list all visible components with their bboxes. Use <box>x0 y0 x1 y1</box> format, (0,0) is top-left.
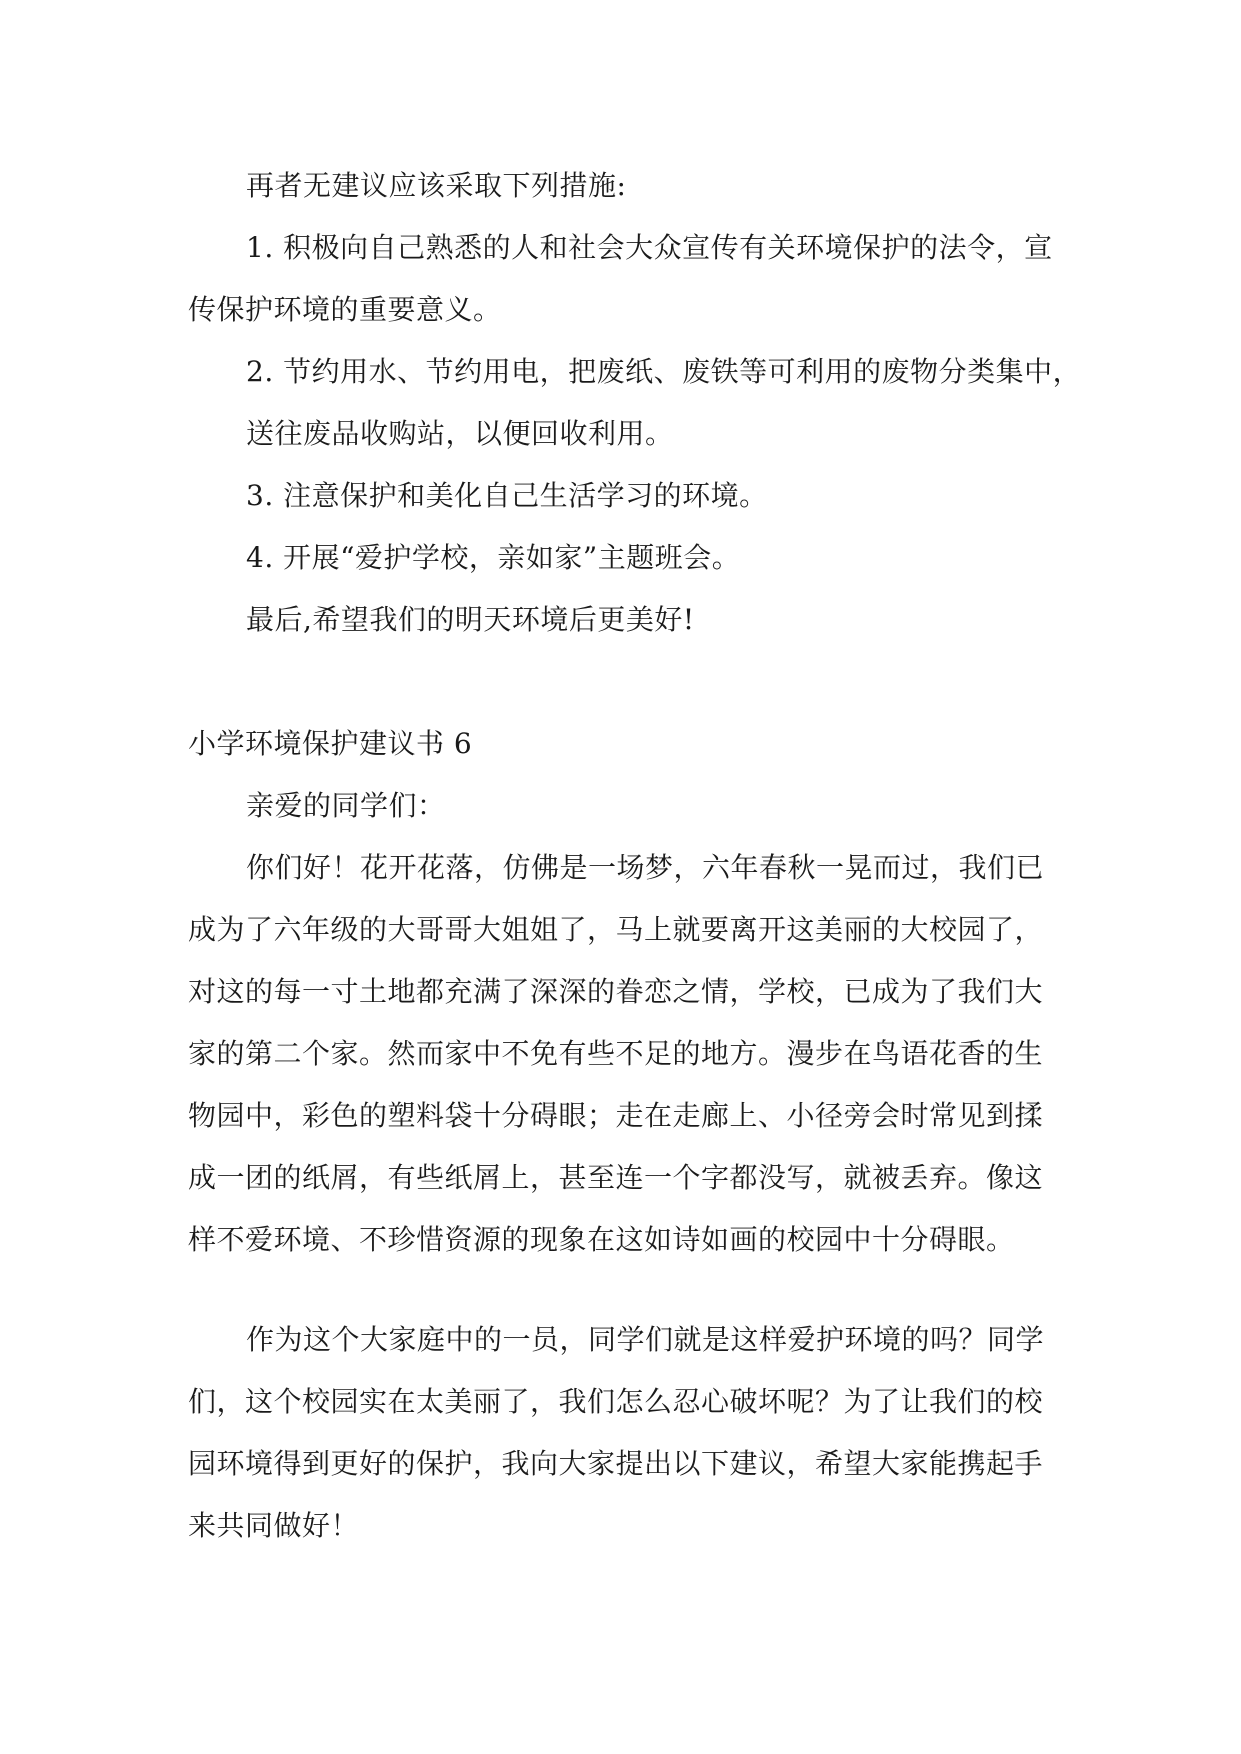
section-title: 小学环境保护建议书 6 <box>188 727 473 760</box>
paragraph-1-line: 你们好！花开花落，仿佛是一场梦，六年春秋一晃而过，我们已 <box>246 851 1045 884</box>
greeting: 亲爱的同学们： <box>246 789 446 822</box>
measure-2-line-2: 送往废品收购站，以便回收利用。 <box>246 417 674 450</box>
measure-1-line-1: 1. 积极向自己熟悉的人和社会大众宣传有关环境保护的法令，宣 <box>246 231 1053 264</box>
measure-2-line-1: 2. 节约用水、节约用电，把废纸、废铁等可利用的废物分类集中， <box>246 355 1082 388</box>
paragraph-2-line: 园环境得到更好的保护，我向大家提出以下建议，希望大家能携起手 <box>188 1447 1044 1480</box>
paragraph-1-line: 物园中，彩色的塑料袋十分碍眼；走在走廊上、小径旁会时常见到揉 <box>188 1099 1044 1132</box>
measures-intro: 再者无建议应该采取下列措施: <box>246 169 627 202</box>
paragraph-2-line: 来共同做好！ <box>188 1509 360 1542</box>
paragraph-1-line: 成为了六年级的大哥哥大姐姐了，马上就要离开这美丽的大校园了， <box>188 913 1044 946</box>
paragraph-2-line: 作为这个大家庭中的一员，同学们就是这样爱护环境的吗？同学 <box>246 1323 1045 1356</box>
measure-3: 3. 注意保护和美化自己生活学习的环境。 <box>246 479 768 512</box>
paragraph-1-line: 样不爱环境、不珍惜资源的现象在这如诗如画的校园中十分碍眼。 <box>188 1223 1015 1256</box>
paragraph-1-line: 家的第二个家。然而家中不免有些不足的地方。漫步在鸟语花香的生 <box>188 1037 1044 1070</box>
paragraph-1-line: 成一团的纸屑，有些纸屑上，甚至连一个字都没写，就被丢弃。像这 <box>188 1161 1044 1194</box>
measure-4: 4. 开展“爱护学校，亲如家”主题班会。 <box>246 541 741 574</box>
paragraph-1-line: 对这的每一寸土地都充满了深深的眷恋之情，学校，已成为了我们大 <box>188 975 1044 1008</box>
closing-line: 最后,希望我们的明天环境后更美好! <box>246 603 695 636</box>
paragraph-2-line: 们，这个校园实在太美丽了，我们怎么忍心破坏呢？为了让我们的校 <box>188 1385 1044 1418</box>
measure-1-line-2: 传保护环境的重要意义。 <box>188 293 502 326</box>
